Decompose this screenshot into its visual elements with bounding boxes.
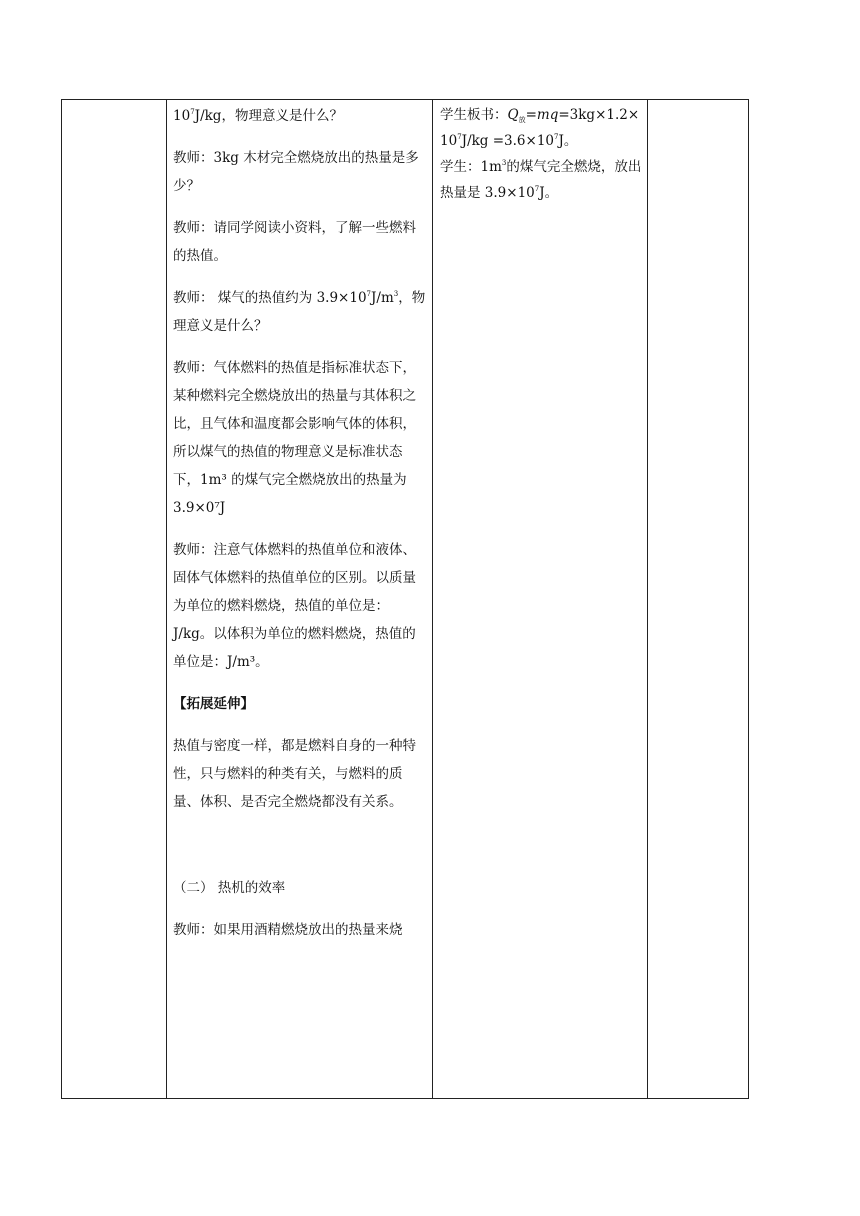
paragraph: 教师：3kg 木材完全燃烧放出的热量是多少？ xyxy=(173,150,419,194)
teacher-activity-column xyxy=(173,102,429,958)
paragraph: 教师：注意气体燃料的热值单位和液体、固体气体燃料的热值单位的区别。以质量为单位的燃料燃烧，热值的单位是：J/kg。以体积为单位的燃料燃烧，热值的单位是：J/m³。 xyxy=(173,542,416,670)
student-answer: 学生：$1m^3$的煤气完全燃烧，放出热量是 $3.9\times 10^7J$。 xyxy=(440,159,642,201)
section-heading: 【拓展延伸】 xyxy=(173,696,254,712)
paragraph: 教师：请同学阅读小资料，了解一些燃料的热值。 xyxy=(173,220,416,264)
student-activity-column xyxy=(440,102,650,206)
column-divider xyxy=(166,100,167,1098)
section-heading: （二） 热机的效率 xyxy=(173,880,286,896)
paragraph: 教师：气体燃料的热值是指标准状态下，某种燃料完全燃烧放出的热量与其体积之比，且气体和温度都会影响气体的体积，所以煤气的热值的物理意义是标准状态下，1m³ 的煤气完全燃烧放出的热量为 3.9×0⁷J xyxy=(173,360,416,516)
paragraph: 教师：如果用酒精燃烧放出的热量来烧 xyxy=(173,922,403,938)
paragraph: $10^7J/kg$，物理意义是什么？ xyxy=(173,108,343,124)
paragraph: 热值与密度一样，都是燃料自身的一种特性，只与燃料的种类有关，与燃料的质量、体积、是否完全燃烧都没有关系。 xyxy=(173,738,416,810)
lesson-table xyxy=(61,99,749,1099)
board-formula: 学生板书：$Q_放=mq=3kg\times 1.2\times$ $10^7J/kg =3.6\times 10^7J$。 xyxy=(440,107,640,149)
column-divider xyxy=(647,100,648,1098)
paragraph: 教师： 煤气的热值约为 $3.9\times 10^7J/m^3$，物理意义是什么？ xyxy=(173,290,426,334)
column-divider xyxy=(432,100,433,1098)
